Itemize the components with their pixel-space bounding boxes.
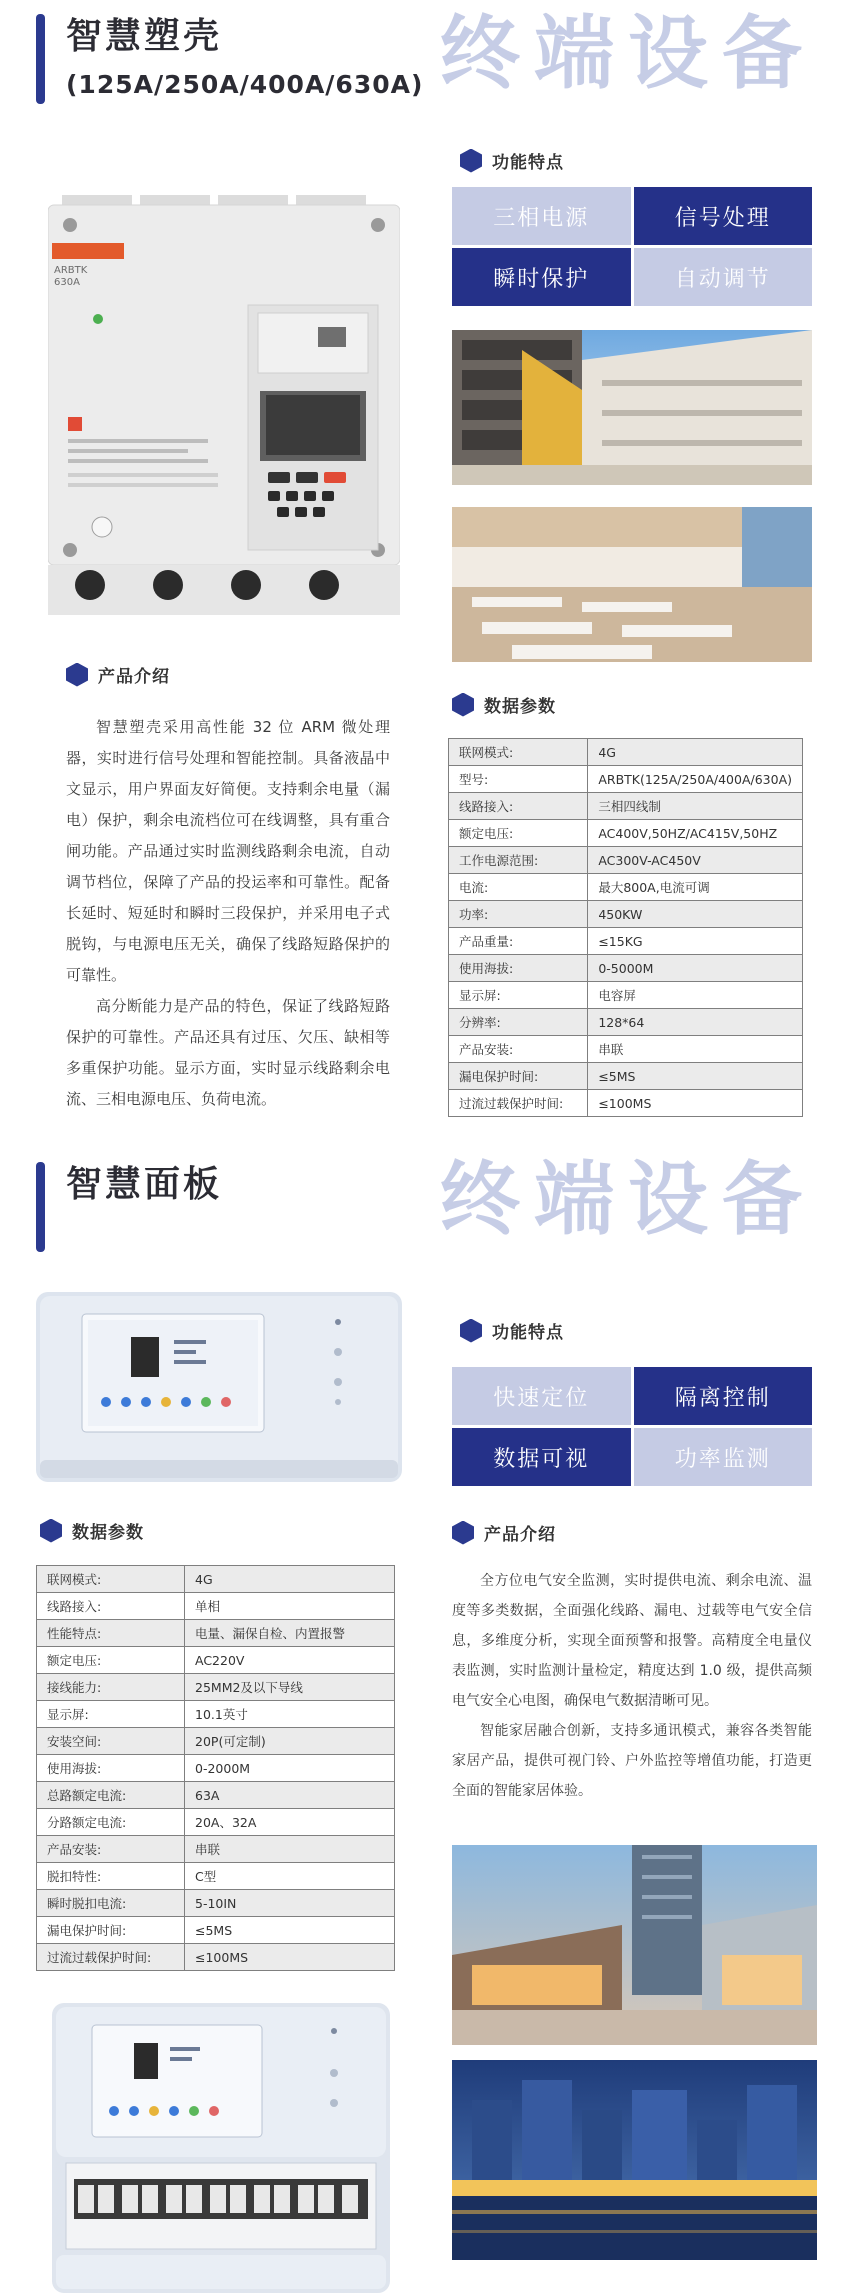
spec-value: 电容屏 — [588, 982, 803, 1009]
intro-paragraph: 高分断能力是产品的特色，保证了线路短路保护的可靠性。产品还具有过压、欠压、缺相等多重保护功能。显示方面，实时显示线路剩余电流、三相电源电压、负荷电流。 — [66, 997, 390, 1108]
spec-value: 三相四线制 — [588, 793, 803, 820]
spec-row — [37, 1944, 395, 1971]
section1-spec-heading: 数据参数 — [452, 692, 556, 717]
spec-row — [37, 1863, 395, 1890]
spec-row — [449, 1036, 803, 1063]
spec-row — [449, 928, 803, 955]
spec-value: 5-10IN — [185, 1890, 395, 1917]
section1-subtitle: (125A/250A/400A/630A) — [66, 70, 424, 99]
feature-quick-locate: 快速定位 — [452, 1367, 631, 1425]
feature-three-phase: 三相电源 — [452, 187, 631, 245]
section2-spec-heading: 数据参数 — [40, 1518, 144, 1543]
section1-intro-text — [66, 712, 390, 1115]
spec-row — [449, 766, 803, 793]
spec-row — [37, 1620, 395, 1647]
spec-value: ≤15KG — [588, 928, 803, 955]
spec-label: 使用海拔: — [37, 1755, 185, 1782]
section1-intro-heading: 产品介绍 — [66, 662, 170, 687]
spec-label: 分路额定电流: — [37, 1809, 185, 1836]
spec-value: 最大800A,电流可调 — [588, 874, 803, 901]
hexagon-icon — [66, 663, 88, 687]
spec-row — [449, 1063, 803, 1090]
section1-features-heading: 功能特点 — [460, 148, 564, 173]
feature-data-visual: 数据可视 — [452, 1428, 631, 1486]
spec-row — [449, 982, 803, 1009]
section2-title: 智慧面板 — [66, 1164, 223, 1205]
feature-auto-adjust: 自动调节 — [634, 248, 813, 306]
spec-value: 128*64 — [588, 1009, 803, 1036]
hexagon-icon — [452, 1521, 474, 1545]
spec-label: 接线能力: — [37, 1674, 185, 1701]
intro-paragraph: 智慧塑壳采用高性能 32 位 ARM 微处理器，实时进行信号处理和智能控制。具备液晶中文显示，用户界面友好简便。支持剩余电量（漏电）保护，剩余电流档位可在线调整，具有重合闸功能。产品通过实时监测线路剩余电流，自动调节档位，保障了产品的投运率和可靠性。配备长延时、短延时和瞬时三段保护，并采用电子式脱钩，与电源电压无关，确保了线路短路保护的可靠性。 — [66, 718, 390, 984]
section1-feature-grid — [452, 187, 812, 306]
spec-row — [449, 739, 803, 766]
spec-row — [37, 1647, 395, 1674]
spec-label: 线路接入: — [37, 1593, 185, 1620]
section1-spec-table — [448, 738, 803, 1117]
building-atrium-photo — [452, 330, 812, 485]
spec-label: 脱扣特性: — [37, 1863, 185, 1890]
spec-row — [37, 1566, 395, 1593]
spec-value: 串联 — [185, 1836, 395, 1863]
spec-label: 显示屏: — [449, 982, 588, 1009]
spec-row — [449, 874, 803, 901]
evening-plaza-photo — [452, 1845, 817, 2045]
section2-title-bar — [36, 1162, 45, 1252]
spec-label: 使用海拔: — [449, 955, 588, 982]
spec-value: 20A、32A — [185, 1809, 395, 1836]
section1-watermark: 终端设备 — [440, 7, 816, 100]
spec-row — [449, 820, 803, 847]
spec-value: 0-2000M — [185, 1755, 395, 1782]
spec-row — [37, 1917, 395, 1944]
feature-instant-protection: 瞬时保护 — [452, 248, 631, 306]
spec-value: 串联 — [588, 1036, 803, 1063]
spec-label: 产品安装: — [449, 1036, 588, 1063]
intro-paragraph: 全方位电气安全监测，实时提供电流、剩余电流、温度等多类数据，全面强化线路、漏电、过载等电气安全信息，多维度分析，实现全面预警和报警。高精度全电量仪表监测，实时监测计量检定，精度达到 1.0 级，提供高频电气安全心电图，确保电气数据清晰可见。 — [452, 1573, 812, 1709]
spec-value: 25MM2及以下导线 — [185, 1674, 395, 1701]
spec-row — [37, 1782, 395, 1809]
spec-row — [37, 1674, 395, 1701]
spec-label: 额定电压: — [37, 1647, 185, 1674]
spec-label: 联网模式: — [37, 1566, 185, 1593]
spec-value: AC400V,50HZ/AC415V,50HZ — [588, 820, 803, 847]
spec-label: 分辨率: — [449, 1009, 588, 1036]
section2-watermark: 终端设备 — [440, 1153, 816, 1246]
spec-value: 4G — [185, 1566, 395, 1593]
spec-row — [449, 1090, 803, 1117]
spec-row — [449, 901, 803, 928]
spec-value: AC300V-AC450V — [588, 847, 803, 874]
spec-label: 过流过载保护时间: — [37, 1944, 185, 1971]
feature-isolation-control: 隔离控制 — [634, 1367, 813, 1425]
spec-label: 工作电源范围: — [449, 847, 588, 874]
spec-label: 漏电保护时间: — [37, 1917, 185, 1944]
spec-row — [449, 793, 803, 820]
spec-value: C型 — [185, 1863, 395, 1890]
spec-value: 20P(可定制) — [185, 1728, 395, 1755]
spec-label: 瞬时脱扣电流: — [37, 1890, 185, 1917]
spec-row — [449, 847, 803, 874]
section1-title-bar — [36, 14, 45, 104]
section2-spec-table — [36, 1565, 395, 1971]
spec-value: ≤100MS — [588, 1090, 803, 1117]
section1-title: 智慧塑壳 — [66, 16, 223, 57]
spec-value: ≤5MS — [588, 1063, 803, 1090]
spec-label: 总路额定电流: — [37, 1782, 185, 1809]
spec-label: 型号: — [449, 766, 588, 793]
spec-row — [37, 1593, 395, 1620]
spec-label: 功率: — [449, 901, 588, 928]
spec-value: ARBTK(125A/250A/400A/630A) — [588, 766, 803, 793]
spec-value: AC220V — [185, 1647, 395, 1674]
hexagon-icon — [40, 1519, 62, 1543]
intro-paragraph: 智能家居融合创新，支持多通讯模式，兼容各类智能家居产品，提供可视门铃、户外监控等增值功能，打造更全面的智能家居体验。 — [452, 1723, 812, 1799]
spec-row — [449, 1009, 803, 1036]
device-rating-label: 630A — [54, 277, 80, 288]
spec-value: 63A — [185, 1782, 395, 1809]
cafeteria-photo — [452, 507, 812, 662]
spec-value: ≤5MS — [185, 1917, 395, 1944]
spec-row — [449, 955, 803, 982]
spec-label: 过流过载保护时间: — [449, 1090, 588, 1117]
hexagon-icon — [460, 149, 482, 173]
night-city-photo — [452, 2060, 817, 2260]
spec-value: 单相 — [185, 1593, 395, 1620]
feature-power-monitor: 功率监测 — [634, 1428, 813, 1486]
spec-label: 性能特点: — [37, 1620, 185, 1647]
spec-value: 10.1英寸 — [185, 1701, 395, 1728]
spec-value: 4G — [588, 739, 803, 766]
smart-panel-image — [36, 1292, 402, 1482]
spec-value: 0-5000M — [588, 955, 803, 982]
spec-row — [37, 1701, 395, 1728]
spec-label: 显示屏: — [37, 1701, 185, 1728]
spec-row — [37, 1809, 395, 1836]
spec-row — [37, 1890, 395, 1917]
feature-signal-processing: 信号处理 — [634, 187, 813, 245]
section2-intro-text — [452, 1566, 812, 1806]
spec-row — [37, 1755, 395, 1782]
section2-intro-heading: 产品介绍 — [452, 1520, 556, 1545]
spec-label: 联网模式: — [449, 739, 588, 766]
spec-row — [37, 1836, 395, 1863]
section2-feature-grid — [452, 1367, 812, 1486]
spec-label: 安装空间: — [37, 1728, 185, 1755]
smart-panel-breaker-image — [52, 2003, 390, 2293]
spec-label: 产品安装: — [37, 1836, 185, 1863]
spec-label: 线路接入: — [449, 793, 588, 820]
hexagon-icon — [452, 693, 474, 717]
section2-features-heading: 功能特点 — [460, 1318, 564, 1343]
device-brand-label: ARBTK — [54, 265, 88, 276]
spec-row — [37, 1728, 395, 1755]
spec-label: 漏电保护时间: — [449, 1063, 588, 1090]
spec-label: 产品重量: — [449, 928, 588, 955]
spec-label: 额定电压: — [449, 820, 588, 847]
hexagon-icon — [460, 1319, 482, 1343]
spec-value: ≤100MS — [185, 1944, 395, 1971]
spec-label: 电流: — [449, 874, 588, 901]
spec-value: 450KW — [588, 901, 803, 928]
breaker-device-image — [48, 195, 400, 615]
spec-value: 电量、漏保自检、内置报警 — [185, 1620, 395, 1647]
